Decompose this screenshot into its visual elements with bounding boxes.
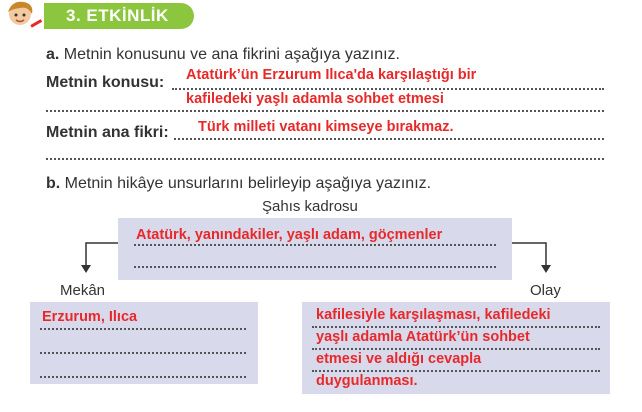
mekan-dotted-line-1 [40,328,246,330]
olay-answer-line-3: etmesi ve aldığı cevapla [316,351,482,367]
konu-label: Metnin konusu: [46,74,165,91]
sahis-label: Şahıs kadrosu [262,198,358,215]
anafikir-answer: Türk milleti vatanı kimseye bırakmaz. [198,119,454,135]
part-a-instruction: Metnin konusunu ve ana fikrini aşağıya yazınız. [63,46,400,63]
olay-answer-line-1: kafilesiyle karşılaşması, kafiledeki [316,307,551,323]
part-b-instruction: Metnin hikâye unsurlarını belirleyip aşağıya yazınız. [64,175,432,192]
activity-title: 3. ETKİNLİK [66,6,169,25]
mekan-dotted-line-3 [40,376,246,378]
anafikir-label: Metnin ana fikri: [46,124,169,141]
part-a-letter: a. [46,46,60,63]
part-b-letter: b. [46,175,61,192]
sahis-dotted-line-1 [134,244,496,246]
mekan-answer: Erzurum, Ilıca [42,309,138,325]
olay-label: Olay [530,282,561,299]
konu-answer-line-2: kafiledeki yaşlı adamla sohbet etmesi [186,91,444,107]
sahis-dotted-line-2 [134,266,496,268]
mekan-dotted-line-2 [40,352,246,354]
mekan-label: Mekân [60,282,106,299]
olay-answer-line-2: yaşlı adamla Atatürk’ün sohbet [316,329,530,345]
sahis-answer: Atatürk, yanındakiler, yaşlı adam, göçmenler [136,227,443,243]
konu-answer-line-1: Atatürk’ün Erzurum Ilıca'da karşılaştığı bir [186,67,477,83]
olay-answer-line-4: duygulanması. [316,373,418,389]
